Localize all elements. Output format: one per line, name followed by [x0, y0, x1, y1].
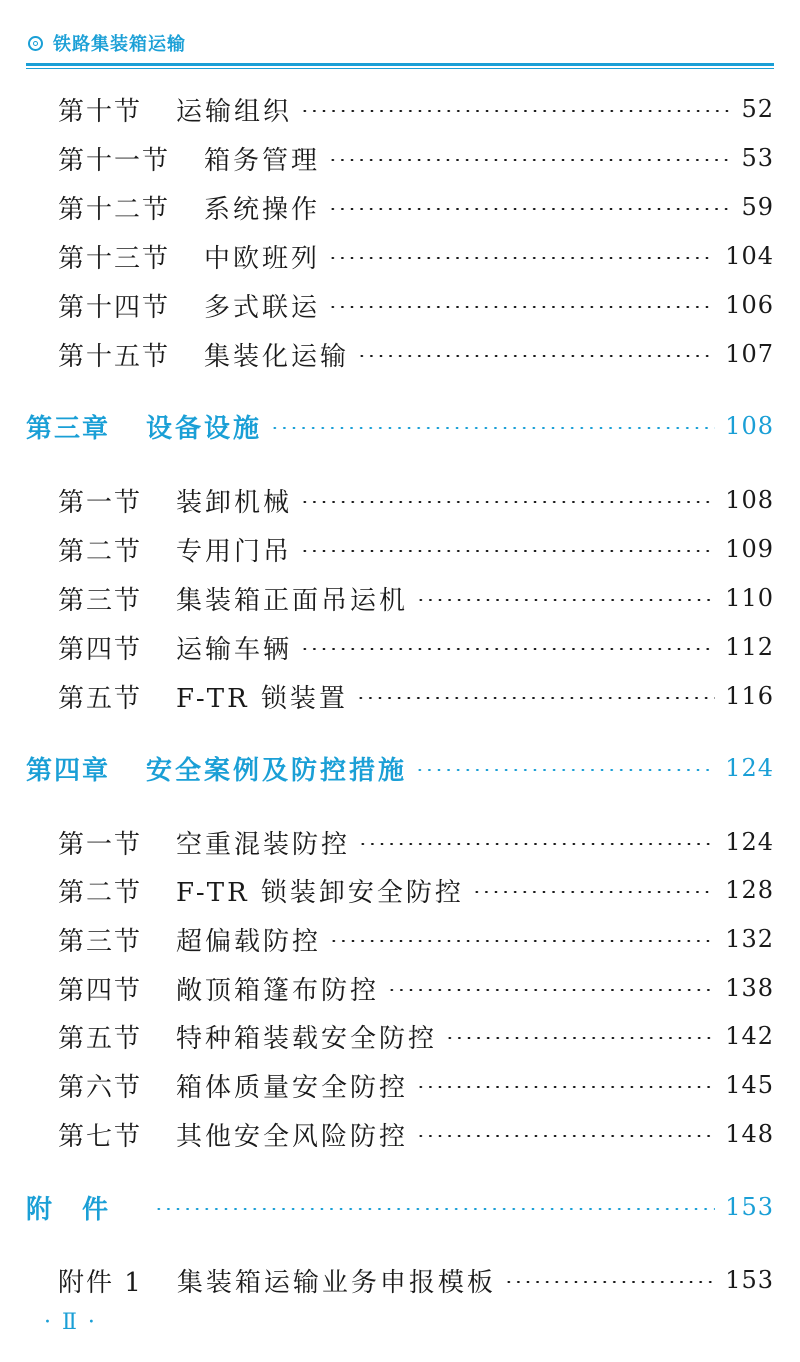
entry-number: 第十四节 — [58, 292, 171, 323]
dot-leader — [504, 1281, 715, 1283]
dot-leader — [300, 648, 715, 650]
entry-number: 第二节 — [58, 536, 143, 567]
dot-leader — [416, 599, 715, 601]
entry-page-number: 124 — [725, 828, 774, 856]
toc-section-entry[interactable] — [58, 138, 774, 178]
toc-section-entry[interactable] — [58, 480, 774, 520]
entry-number: 第一节 — [58, 487, 143, 518]
toc-section-entry[interactable] — [58, 870, 774, 910]
entry-page-number: 148 — [725, 1120, 774, 1148]
entry-page-number: 145 — [725, 1071, 774, 1099]
entry-page-number: 112 — [725, 633, 774, 661]
entry-title: 中欧班列 — [204, 243, 321, 274]
entry-number: 附件 1 — [58, 1267, 143, 1298]
entry-title: 集装箱运输业务申报模板 — [176, 1267, 496, 1298]
entry-title: 箱务管理 — [204, 145, 321, 176]
dot-leader — [445, 1037, 715, 1039]
toc-section-entry[interactable] — [58, 822, 774, 862]
entry-title: 专用门吊 — [176, 536, 293, 567]
entry-page-number: 53 — [741, 144, 774, 172]
entry-page-number: 142 — [725, 1022, 774, 1050]
dot-leader — [270, 427, 715, 429]
dot-leader — [300, 110, 731, 112]
toc-section-entry[interactable] — [58, 236, 774, 276]
dot-leader — [329, 940, 715, 942]
entry-page-number: 138 — [725, 974, 774, 1002]
entry-number: 第十节 — [58, 96, 143, 127]
entry-title: 敞顶箱篷布防控 — [176, 975, 380, 1006]
entry-title: 装卸机械 — [176, 487, 293, 518]
entry-number: 第三章 — [26, 413, 111, 444]
entry-number: 第十五节 — [58, 341, 171, 372]
toc-chapter-entry[interactable] — [26, 748, 774, 788]
entry-number: 第四节 — [58, 634, 143, 665]
entry-number: 第六节 — [58, 1072, 143, 1103]
dot-leader — [154, 1208, 715, 1210]
entry-title: F-TR 锁装置 — [176, 683, 348, 714]
toc-section-entry[interactable] — [58, 1114, 774, 1154]
entry-number: 附 件 — [26, 1194, 111, 1225]
dot-leader — [328, 257, 715, 259]
dot-leader — [416, 1135, 715, 1137]
entry-title: 超偏载防控 — [176, 926, 322, 957]
entry-page-number: 124 — [725, 754, 774, 782]
header-rule-thin — [26, 68, 774, 69]
entry-number: 第三节 — [58, 926, 143, 957]
entry-number: 第四节 — [58, 975, 143, 1006]
entry-page-number: 132 — [725, 925, 774, 953]
toc-section-entry[interactable] — [58, 1260, 774, 1300]
entry-number: 第五节 — [58, 683, 143, 714]
entry-title: 箱体质量安全防控 — [176, 1072, 409, 1103]
running-header — [28, 26, 774, 60]
toc-section-entry[interactable] — [58, 1016, 774, 1056]
dot-leader — [328, 208, 731, 210]
entry-title: 空重混装防控 — [176, 829, 351, 860]
entry-title: 其他安全风险防控 — [176, 1121, 409, 1152]
entry-page-number: 109 — [725, 535, 774, 563]
book-title: 铁路集装箱运输 — [53, 34, 186, 55]
entry-page-number: 153 — [725, 1193, 774, 1221]
page-number: · Ⅱ · — [44, 1310, 97, 1335]
entry-title: 集装箱正面吊运机 — [176, 585, 409, 616]
dot-leader — [300, 550, 715, 552]
entry-page-number: 107 — [725, 340, 774, 368]
dot-leader — [328, 159, 731, 161]
entry-number: 第四章 — [26, 755, 111, 786]
double-circle-icon — [28, 36, 43, 51]
toc-section-entry[interactable] — [58, 529, 774, 569]
entry-number: 第二节 — [58, 877, 143, 908]
toc-section-entry[interactable] — [58, 89, 774, 129]
entry-page-number: 106 — [725, 291, 774, 319]
entry-title: 系统操作 — [204, 194, 321, 225]
toc-section-entry[interactable] — [58, 676, 774, 716]
entry-page-number: 108 — [725, 486, 774, 514]
entry-page-number: 153 — [725, 1266, 774, 1294]
entry-page-number: 110 — [725, 584, 774, 612]
header-rule-thick — [26, 63, 774, 66]
toc-section-entry[interactable] — [58, 578, 774, 618]
entry-page-number: 59 — [741, 193, 774, 221]
dot-leader — [358, 843, 715, 845]
dot-leader — [356, 697, 715, 699]
dot-leader — [416, 1086, 715, 1088]
toc-section-entry[interactable] — [58, 1065, 774, 1105]
entry-number: 第七节 — [58, 1121, 143, 1152]
entry-number: 第十三节 — [58, 243, 171, 274]
entry-title: 运输车辆 — [176, 634, 293, 665]
entry-title: F-TR 锁装卸安全防控 — [176, 877, 464, 908]
entry-title: 运输组织 — [176, 96, 293, 127]
entry-title: 集装化运输 — [204, 341, 350, 372]
entry-page-number: 116 — [725, 682, 774, 710]
entry-number: 第三节 — [58, 585, 143, 616]
entry-title: 设备设施 — [146, 413, 263, 444]
entry-title: 特种箱装载安全防控 — [176, 1023, 438, 1054]
entry-number: 第十二节 — [58, 194, 171, 225]
toc-chapter-entry[interactable] — [26, 1187, 774, 1227]
toc-section-entry[interactable] — [58, 285, 774, 325]
entry-page-number: 128 — [725, 876, 774, 904]
dot-leader — [357, 355, 715, 357]
dot-leader — [472, 891, 715, 893]
toc-section-entry[interactable] — [58, 187, 774, 227]
toc-section-entry[interactable] — [58, 919, 774, 959]
entry-page-number: 108 — [725, 412, 774, 440]
entry-page-number: 52 — [741, 95, 774, 123]
toc-section-entry[interactable] — [58, 968, 774, 1008]
dot-leader — [387, 989, 715, 991]
toc-section-entry[interactable] — [58, 334, 774, 374]
entry-title: 多式联运 — [204, 292, 321, 323]
entry-number: 第一节 — [58, 829, 143, 860]
entry-number: 第十一节 — [58, 145, 171, 176]
dot-leader — [328, 306, 715, 308]
toc-chapter-entry[interactable] — [26, 406, 774, 446]
dot-leader — [300, 501, 715, 503]
entry-title: 安全案例及防控措施 — [146, 755, 408, 786]
dot-leader — [415, 769, 715, 771]
entry-number: 第五节 — [58, 1023, 143, 1054]
entry-page-number: 104 — [725, 242, 774, 270]
toc-section-entry[interactable] — [58, 627, 774, 667]
